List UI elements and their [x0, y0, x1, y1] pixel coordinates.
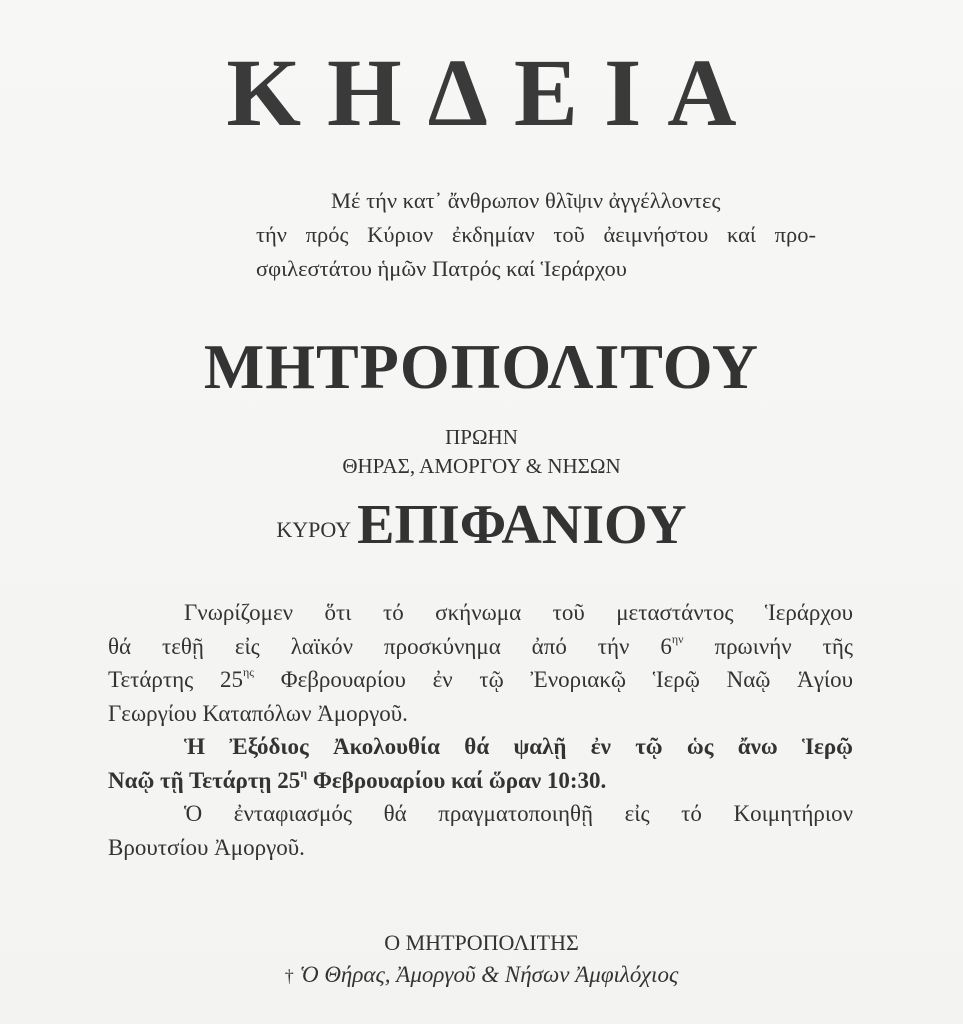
viewing-line-2	[108, 630, 853, 664]
viewing-paragraph	[108, 596, 853, 730]
deceased-name: ΕΠΙΦΑΝΙΟΥ	[357, 494, 687, 556]
deceased-rank: ΜΗΤΡΟΠΟΛΙΤΟΥ	[203, 331, 760, 402]
viewing-line-3	[108, 663, 853, 697]
honorific-label: ΚΥΡΟΥ	[276, 517, 352, 542]
burial-line-2: Βρουτσίου Ἀμοργοῦ.	[108, 834, 305, 860]
deceased-name-line	[0, 493, 963, 557]
cross-icon: †	[284, 966, 294, 986]
ordinal-suffix: ην	[671, 631, 684, 646]
service-line-1: Ἡ Ἐξόδιος Ἀκολουθία θά ψαλῇ ἐν τῷ ὡς ἄνω Ἱερῷ	[184, 734, 853, 759]
service-line-2	[108, 764, 853, 798]
intro-line-1: Μέ τήν κατ᾽ ἄνθρωπον θλῖψιν ἀγγέλλοντες	[331, 188, 721, 213]
viewing-line-1: Γνωρίζομεν ὅτι τό σκήνωμα τοῦ μεταστάντος Ἱεράρχου	[184, 600, 853, 625]
signature-name: Ὁ Θήρας, Ἀμοργοῦ & Νήσων Ἀμφιλόχιος	[299, 962, 679, 987]
intro-line-2: τήν πρός Κύριον ἐκδημίαν τοῦ ἀειμνήστου καί προ-	[256, 222, 816, 247]
viewing-line-2-text: θά τεθῇ εἰς λαϊκόν προσκύνημα ἀπό τήν 6	[108, 633, 672, 659]
viewing-line-2-text-end: πρωινήν τῆς	[683, 633, 853, 659]
service-paragraph	[108, 730, 853, 797]
viewing-line-3-text: Τετάρτης 25	[108, 667, 243, 692]
viewing-line-4: Γεωργίου Καταπόλων Ἀμοργοῦ.	[108, 700, 408, 726]
announcement-body	[108, 596, 853, 864]
intro-paragraph	[256, 184, 816, 286]
signature-name-line	[0, 962, 963, 988]
page-title: ΚΗΔΕΙΑ	[226, 39, 763, 146]
service-line-2-text: Ναῷ τῇ Τετάρτῃ 25	[108, 767, 301, 793]
ordinal-suffix: ης	[243, 665, 255, 679]
intro-line-3: σφιλεστάτου ἡμῶν Πατρός καί Ἱεράρχου	[256, 256, 627, 281]
former-label: ΠΡΩΗΝ	[445, 425, 518, 449]
burial-paragraph	[108, 797, 853, 864]
service-line-2-text-end: Φεβρουαρίου καί ὥραν 10:30.	[307, 767, 607, 793]
burial-line-1: Ὁ ἐνταφιασμός θά πραγματοποιηθῇ εἰς τό Κοιμητήριον	[184, 801, 853, 826]
signature-title: Ο ΜΗΤΡΟΠΟΛΙΤΗΣ	[384, 930, 579, 955]
ordinal-suffix: η	[300, 765, 308, 780]
diocese-label: ΘΗΡΑΣ, ΑΜΟΡΓΟΥ & ΝΗΣΩΝ	[342, 454, 621, 478]
viewing-line-3-text-end: Φεβρουαρίου ἐν τῷ Ἐνοριακῷ Ἱερῷ Ναῷ Ἁγίου	[254, 667, 853, 692]
